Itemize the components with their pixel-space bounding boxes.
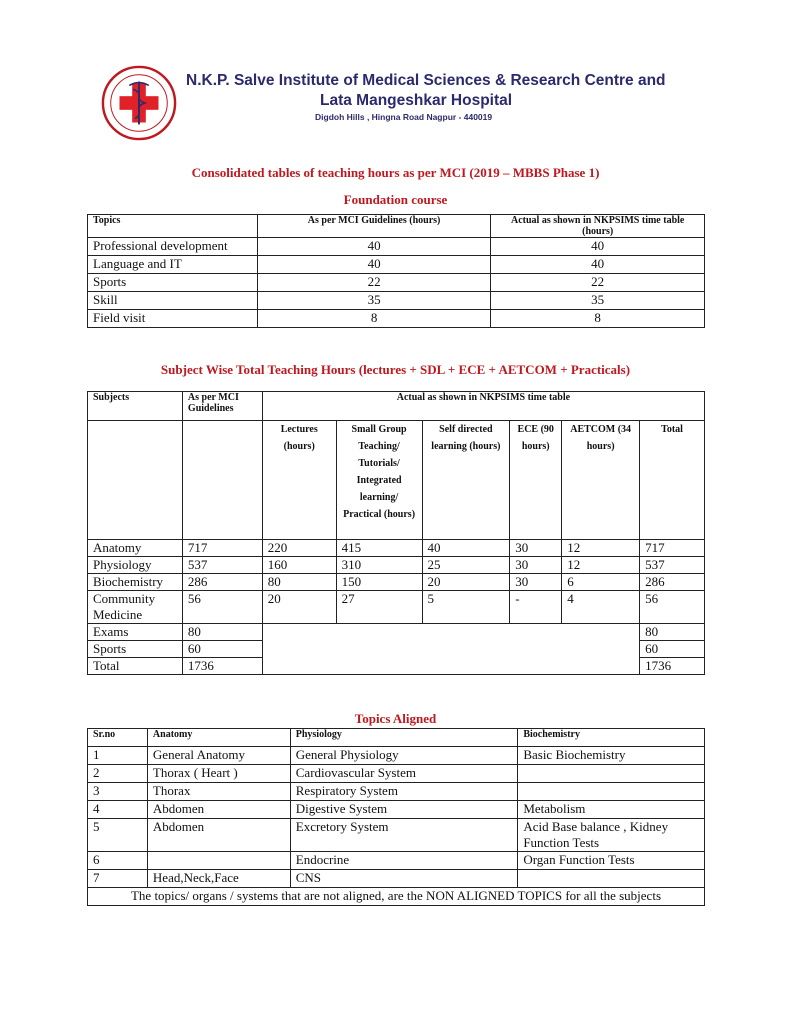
mci-hours: 35 bbox=[257, 292, 491, 310]
header-self-directed-learning: Self directed learning (hours) bbox=[422, 421, 510, 540]
header-physiology: Physiology bbox=[290, 729, 518, 747]
letterhead bbox=[100, 62, 700, 152]
non-aligned-topics-note: The topics/ organs / systems that are not aligned, are the NON ALIGNED TOPICS for all the subjects bbox=[88, 888, 705, 906]
ece-hours: - bbox=[510, 591, 562, 624]
institute-address: Digdoh Hills , Hingna Road Nagpur - 440019 bbox=[315, 112, 493, 122]
topic-name: Professional development bbox=[88, 238, 258, 256]
row-label: Total bbox=[88, 658, 183, 675]
table-row bbox=[88, 574, 705, 591]
institute-name: N.K.P. Salve Institute of Medical Sciences & Research Centre and bbox=[186, 72, 666, 89]
anatomy-topic: Abdomen bbox=[147, 801, 290, 819]
empty-cell bbox=[88, 421, 183, 540]
table-row bbox=[88, 310, 705, 328]
table-row bbox=[88, 591, 705, 624]
header-small-group-teaching: Small Group Teaching/ Tutorials/ Integrated learning/ Practical (hours) bbox=[336, 421, 422, 540]
header-actual-hours: Actual as shown in NKPSIMS time table (hours) bbox=[491, 215, 705, 238]
lecture-hours: 20 bbox=[262, 591, 336, 624]
mci-hours: 40 bbox=[257, 238, 491, 256]
ece-hours: 30 bbox=[510, 574, 562, 591]
physiology-topic: Endocrine bbox=[290, 852, 518, 870]
biochemistry-topic bbox=[518, 765, 705, 783]
table-row bbox=[88, 870, 705, 888]
header-aetcom: AETCOM (34 hours) bbox=[562, 421, 640, 540]
actual-hours: 8 bbox=[491, 310, 705, 328]
topic-name: Field visit bbox=[88, 310, 258, 328]
small-group-hours: 415 bbox=[336, 540, 422, 557]
lecture-hours: 220 bbox=[262, 540, 336, 557]
table-row bbox=[88, 624, 705, 641]
serial-number: 4 bbox=[88, 801, 148, 819]
mci-hours: 22 bbox=[257, 274, 491, 292]
physiology-topic: Excretory System bbox=[290, 819, 518, 852]
topic-name: Skill bbox=[88, 292, 258, 310]
table-row bbox=[88, 819, 705, 852]
total-hours: 537 bbox=[640, 557, 705, 574]
mci-hours: 1736 bbox=[182, 658, 262, 675]
header-mci-guidelines: As per MCI Guidelines bbox=[182, 392, 262, 421]
total-hours: 1736 bbox=[640, 658, 705, 675]
physiology-topic: Respiratory System bbox=[290, 783, 518, 801]
table-header-row bbox=[88, 215, 705, 238]
mci-hours: 286 bbox=[182, 574, 262, 591]
aetcom-hours: 4 bbox=[562, 591, 640, 624]
ece-hours: 30 bbox=[510, 557, 562, 574]
serial-number: 3 bbox=[88, 783, 148, 801]
empty-cell bbox=[182, 421, 262, 540]
mci-hours: 537 bbox=[182, 557, 262, 574]
subject-wise-hours-table bbox=[87, 391, 705, 675]
total-hours: 80 bbox=[640, 624, 705, 641]
lecture-hours: 80 bbox=[262, 574, 336, 591]
mci-hours: 717 bbox=[182, 540, 262, 557]
table-row bbox=[88, 238, 705, 256]
table-subheader-row bbox=[88, 421, 705, 540]
mci-hours: 80 bbox=[182, 624, 262, 641]
table-header-row bbox=[88, 392, 705, 421]
subject-name: Anatomy bbox=[88, 540, 183, 557]
header-anatomy: Anatomy bbox=[147, 729, 290, 747]
actual-hours: 35 bbox=[491, 292, 705, 310]
mci-hours: 8 bbox=[257, 310, 491, 328]
header-lectures: Lectures (hours) bbox=[262, 421, 336, 540]
aetcom-hours: 12 bbox=[562, 557, 640, 574]
mci-hours: 40 bbox=[257, 256, 491, 274]
anatomy-topic: Thorax bbox=[147, 783, 290, 801]
mci-hours: 56 bbox=[182, 591, 262, 624]
aetcom-hours: 12 bbox=[562, 540, 640, 557]
header-total: Total bbox=[640, 421, 705, 540]
anatomy-topic: Head,Neck,Face bbox=[147, 870, 290, 888]
subject-name: Biochemistry bbox=[88, 574, 183, 591]
physiology-topic: General Physiology bbox=[290, 747, 518, 765]
serial-number: 5 bbox=[88, 819, 148, 852]
total-hours: 717 bbox=[640, 540, 705, 557]
header-mci-guidelines: As per MCI Guidelines (hours) bbox=[257, 215, 491, 238]
subject-wise-title: Subject Wise Total Teaching Hours (lectures + SDL + ECE + AETCOM + Practicals) bbox=[160, 362, 631, 377]
table-row bbox=[88, 801, 705, 819]
serial-number: 6 bbox=[88, 852, 148, 870]
header-actual-timetable: Actual as shown in NKPSIMS time table bbox=[262, 392, 704, 421]
topics-aligned-table bbox=[87, 728, 705, 906]
subject-name: Community Medicine bbox=[88, 591, 183, 624]
table-row bbox=[88, 747, 705, 765]
serial-number: 7 bbox=[88, 870, 148, 888]
table-row bbox=[88, 852, 705, 870]
header-srno: Sr.no bbox=[88, 729, 148, 747]
foundation-course-table bbox=[87, 214, 705, 328]
anatomy-topic: General Anatomy bbox=[147, 747, 290, 765]
topic-name: Language and IT bbox=[88, 256, 258, 274]
subject-name: Physiology bbox=[88, 557, 183, 574]
row-label: Sports bbox=[88, 641, 183, 658]
total-hours: 60 bbox=[640, 641, 705, 658]
aetcom-hours: 6 bbox=[562, 574, 640, 591]
table-row bbox=[88, 765, 705, 783]
anatomy-topic bbox=[147, 852, 290, 870]
serial-number: 1 bbox=[88, 747, 148, 765]
actual-hours: 22 bbox=[491, 274, 705, 292]
table-row bbox=[88, 256, 705, 274]
foundation-course-title: Foundation course bbox=[343, 192, 448, 207]
biochemistry-topic: Metabolism bbox=[518, 801, 705, 819]
header-subjects: Subjects bbox=[88, 392, 183, 421]
sdl-hours: 25 bbox=[422, 557, 510, 574]
header-biochemistry: Biochemistry bbox=[518, 729, 705, 747]
empty-merged-cell bbox=[262, 624, 639, 675]
biochemistry-topic bbox=[518, 783, 705, 801]
sdl-hours: 5 bbox=[422, 591, 510, 624]
table-row bbox=[88, 557, 705, 574]
header-ece: ECE (90 hours) bbox=[510, 421, 562, 540]
physiology-topic: Cardiovascular System bbox=[290, 765, 518, 783]
serial-number: 2 bbox=[88, 765, 148, 783]
mci-hours: 60 bbox=[182, 641, 262, 658]
document-title: Consolidated tables of teaching hours as per MCI (2019 – MBBS Phase 1) bbox=[191, 165, 600, 180]
biochemistry-topic: Acid Base balance , Kidney Function Tests bbox=[518, 819, 705, 852]
ece-hours: 30 bbox=[510, 540, 562, 557]
anatomy-topic: Thorax ( Heart ) bbox=[147, 765, 290, 783]
small-group-hours: 150 bbox=[336, 574, 422, 591]
physiology-topic: CNS bbox=[290, 870, 518, 888]
small-group-hours: 27 bbox=[336, 591, 422, 624]
total-hours: 56 bbox=[640, 591, 705, 624]
table-header-row bbox=[88, 729, 705, 747]
physiology-topic: Digestive System bbox=[290, 801, 518, 819]
lecture-hours: 160 bbox=[262, 557, 336, 574]
actual-hours: 40 bbox=[491, 256, 705, 274]
institute-seal-logo bbox=[100, 64, 178, 142]
table-row bbox=[88, 783, 705, 801]
header-topics: Topics bbox=[88, 215, 258, 238]
topics-aligned-title: Topics Aligned bbox=[354, 711, 437, 726]
hospital-name: Lata Mangeshkar Hospital bbox=[320, 92, 513, 109]
sdl-hours: 40 bbox=[422, 540, 510, 557]
table-row bbox=[88, 274, 705, 292]
table-row bbox=[88, 292, 705, 310]
topic-name: Sports bbox=[88, 274, 258, 292]
biochemistry-topic bbox=[518, 870, 705, 888]
actual-hours: 40 bbox=[491, 238, 705, 256]
row-label: Exams bbox=[88, 624, 183, 641]
biochemistry-topic: Basic Biochemistry bbox=[518, 747, 705, 765]
anatomy-topic: Abdomen bbox=[147, 819, 290, 852]
total-hours: 286 bbox=[640, 574, 705, 591]
biochemistry-topic: Organ Function Tests bbox=[518, 852, 705, 870]
table-footnote-row bbox=[88, 888, 705, 906]
sdl-hours: 20 bbox=[422, 574, 510, 591]
small-group-hours: 310 bbox=[336, 557, 422, 574]
table-row bbox=[88, 540, 705, 557]
